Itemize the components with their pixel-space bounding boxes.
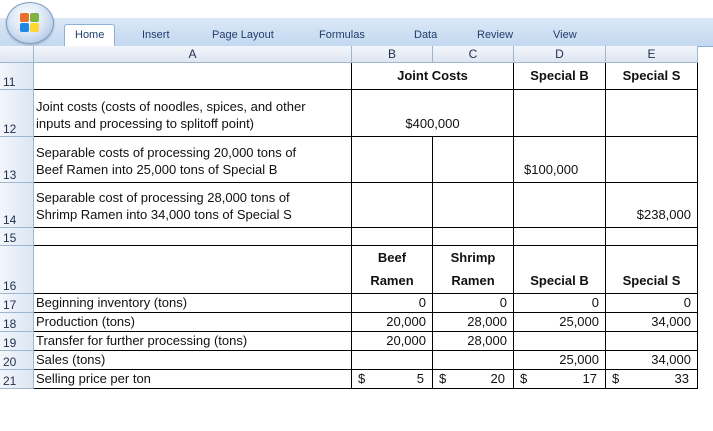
cell-c17[interactable]: 0 [433, 294, 514, 313]
cell-d15[interactable] [514, 228, 606, 246]
cell-b16-line2: Ramen [370, 273, 414, 288]
row-header-18[interactable]: 18 [0, 313, 34, 332]
cell-e12[interactable] [606, 90, 698, 137]
cell-c16-line1: Shrimp [450, 250, 496, 265]
tab-review[interactable]: Review [477, 29, 514, 41]
row-header-13[interactable]: 13 [0, 137, 34, 183]
ribbon [0, 0, 713, 46]
cell-a18[interactable]: Production (tons) [34, 313, 352, 332]
cell-d17[interactable]: 0 [514, 294, 606, 313]
cell-d19[interactable] [514, 332, 606, 351]
cell-b13[interactable] [352, 137, 433, 183]
row-header-19[interactable]: 19 [0, 332, 34, 351]
column-header-c[interactable]: C [433, 46, 514, 63]
cell-a21[interactable]: Selling price per ton [34, 370, 352, 389]
cell-a15[interactable] [34, 228, 352, 246]
cell-a12[interactable] [34, 90, 352, 137]
row-header-11[interactable]: 11 [0, 63, 34, 90]
cell-c14[interactable] [433, 183, 514, 228]
cell-c21-value: 20 [490, 371, 505, 386]
cell-d12[interactable] [514, 90, 606, 137]
cell-c13[interactable] [433, 137, 514, 183]
tab-data[interactable]: Data [414, 29, 438, 41]
cell-c20[interactable] [433, 351, 514, 370]
cell-a12-line1: Joint costs (costs of noodles, spices, and other [36, 99, 306, 114]
cell-d13[interactable]: $100,000 [514, 137, 606, 183]
cell-e20[interactable]: 34,000 [606, 351, 698, 370]
cell-e17[interactable]: 0 [606, 294, 698, 313]
cell-e18[interactable]: 34,000 [606, 313, 698, 332]
cell-a13-line1: Separable costs of processing 20,000 tons of [36, 145, 297, 160]
column-header-a[interactable]: A [34, 46, 352, 63]
cell-d18[interactable]: 25,000 [514, 313, 606, 332]
cell-a14[interactable] [34, 183, 352, 228]
cell-c18[interactable]: 28,000 [433, 313, 514, 332]
cell-b11-joint-costs[interactable]: Joint Costs [352, 63, 514, 90]
cell-e11[interactable]: Special S [606, 63, 698, 90]
cell-b16-line1: Beef [377, 250, 407, 265]
cell-b19[interactable]: 20,000 [352, 332, 433, 351]
cell-e14[interactable]: $238,000 [606, 183, 698, 228]
select-all-corner[interactable] [0, 46, 34, 63]
row-header-20[interactable]: 20 [0, 351, 34, 370]
cell-c15[interactable] [433, 228, 514, 246]
tab-formulas[interactable]: Formulas [319, 29, 365, 41]
cell-a19[interactable]: Transfer for further processing (tons) [34, 332, 352, 351]
cell-b14[interactable] [352, 183, 433, 228]
cell-c21-currency: $ [439, 371, 447, 386]
cell-a11[interactable] [34, 63, 352, 90]
office-logo-icon [20, 13, 40, 33]
cell-b17[interactable]: 0 [352, 294, 433, 313]
tab-page-layout[interactable]: Page Layout [212, 29, 274, 41]
row-header-14[interactable]: 14 [0, 183, 34, 228]
cell-b21[interactable] [352, 370, 433, 389]
tab-insert[interactable]: Insert [142, 29, 170, 41]
column-header-e[interactable]: E [606, 46, 698, 63]
cell-a13[interactable] [34, 137, 352, 183]
cell-d21[interactable] [514, 370, 606, 389]
row-header-17[interactable]: 17 [0, 294, 34, 313]
cell-e13[interactable] [606, 137, 698, 183]
tab-home[interactable]: Home [64, 24, 115, 47]
cell-d14[interactable] [514, 183, 606, 228]
column-header-d[interactable]: D [514, 46, 606, 63]
row-header-16[interactable]: 16 [0, 246, 34, 294]
cell-e21-currency: $ [612, 371, 620, 386]
cell-a17[interactable]: Beginning inventory (tons) [34, 294, 352, 313]
cell-d11[interactable]: Special B [514, 63, 606, 90]
cell-a14-line1: Separable cost of processing 28,000 tons of [36, 190, 290, 205]
cell-e21-value: 33 [674, 371, 689, 386]
tab-view[interactable]: View [553, 29, 577, 41]
cell-b12[interactable]: $400,000 [352, 90, 514, 137]
cell-c16-line2: Ramen [451, 273, 495, 288]
cell-b21-currency: $ [358, 371, 366, 386]
cell-b18[interactable]: 20,000 [352, 313, 433, 332]
column-header-b[interactable]: B [352, 46, 433, 63]
cell-e21[interactable] [606, 370, 698, 389]
cell-a13-line2: Beef Ramen into 25,000 tons of Special B [36, 162, 278, 177]
cell-d16[interactable]: Special B [514, 246, 606, 294]
cell-a14-line2: Shrimp Ramen into 34,000 tons of Special S [36, 207, 292, 222]
cell-d21-value: 17 [582, 371, 597, 386]
office-button[interactable] [6, 2, 54, 44]
cell-d20[interactable]: 25,000 [514, 351, 606, 370]
cell-b20[interactable] [352, 351, 433, 370]
cell-b21-value: 5 [416, 371, 424, 386]
cell-e16[interactable]: Special S [606, 246, 698, 294]
cell-e19[interactable] [606, 332, 698, 351]
row-header-15[interactable]: 15 [0, 228, 34, 246]
cell-b15[interactable] [352, 228, 433, 246]
cell-b16[interactable] [352, 246, 433, 294]
cell-c19[interactable]: 28,000 [433, 332, 514, 351]
cell-c21[interactable] [433, 370, 514, 389]
cell-a20[interactable]: Sales (tons) [34, 351, 352, 370]
cell-a16[interactable] [34, 246, 352, 294]
cell-a12-line2: inputs and processing to splitoff point) [36, 116, 255, 131]
row-header-21[interactable]: 21 [0, 370, 34, 389]
cell-c16[interactable] [433, 246, 514, 294]
cell-d21-currency: $ [520, 371, 528, 386]
cell-e15[interactable] [606, 228, 698, 246]
row-header-12[interactable]: 12 [0, 90, 34, 137]
